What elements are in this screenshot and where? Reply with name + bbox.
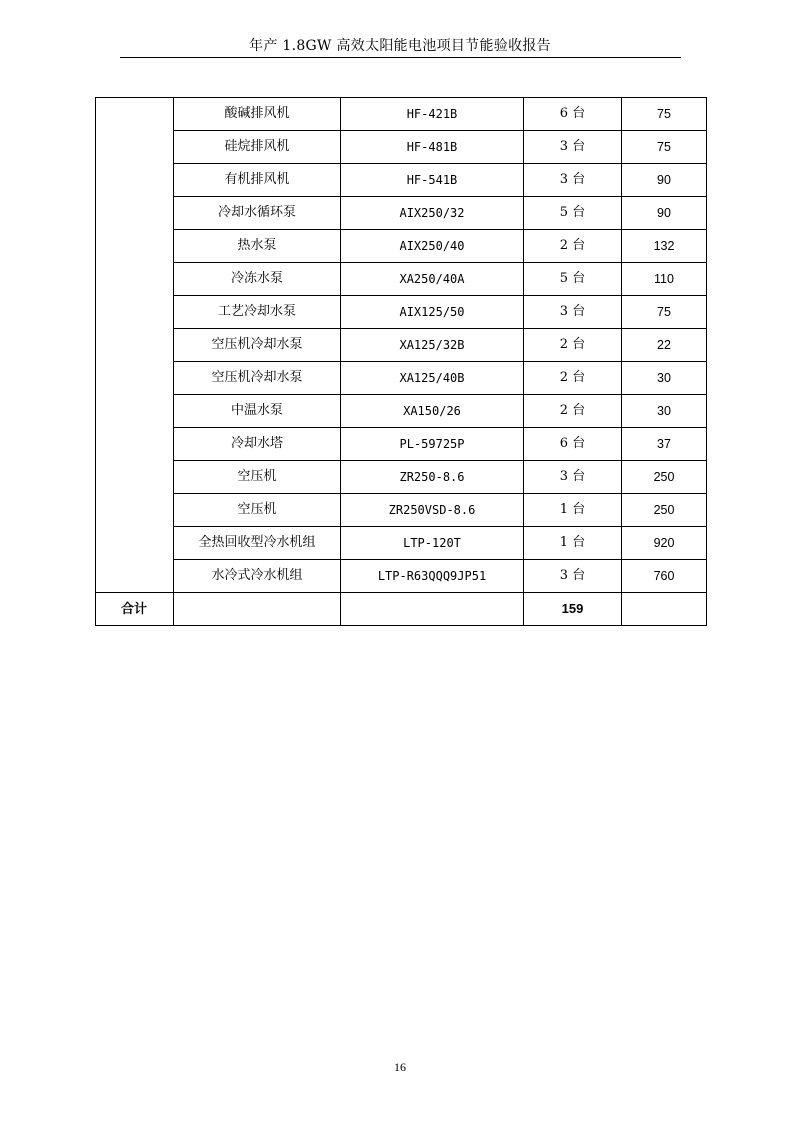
table-row	[96, 263, 707, 296]
table-row	[96, 461, 707, 494]
equipment-name-cell: 全热回收型冷水机组	[174, 527, 341, 560]
table-row	[96, 197, 707, 230]
equipment-name-cell: 空压机	[174, 461, 341, 494]
equipment-quantity-cell: 1 台	[524, 494, 622, 527]
equipment-model-cell: PL-59725P	[341, 428, 524, 461]
table-row	[96, 296, 707, 329]
table-row	[96, 230, 707, 263]
equipment-quantity-cell: 1 台	[524, 527, 622, 560]
equipment-power-cell: 250	[622, 494, 707, 527]
table-row	[96, 362, 707, 395]
equipment-model-cell: AIX250/40	[341, 230, 524, 263]
table-row	[96, 131, 707, 164]
equipment-quantity-cell: 2 台	[524, 329, 622, 362]
equipment-quantity-cell: 2 台	[524, 395, 622, 428]
table-row	[96, 395, 707, 428]
total-empty-cell	[341, 593, 524, 626]
equipment-name-cell: 硅烷排风机	[174, 131, 341, 164]
table-row	[96, 560, 707, 593]
equipment-quantity-cell: 3 台	[524, 164, 622, 197]
equipment-model-cell: XA150/26	[341, 395, 524, 428]
equipment-power-cell: 90	[622, 164, 707, 197]
equipment-power-cell: 760	[622, 560, 707, 593]
page-header-title: 年产 1.8GW 高效太阳能电池项目节能验收报告	[249, 38, 551, 54]
equipment-name-cell: 水冷式冷水机组	[174, 560, 341, 593]
equipment-quantity-cell: 5 台	[524, 263, 622, 296]
table-row	[96, 428, 707, 461]
equipment-power-cell: 75	[622, 131, 707, 164]
equipment-power-cell: 22	[622, 329, 707, 362]
equipment-model-cell: ZR250VSD-8.6	[341, 494, 524, 527]
equipment-model-cell: LTP-R63QQQ9JP51	[341, 560, 524, 593]
equipment-table	[95, 97, 707, 626]
equipment-model-cell: XA125/32B	[341, 329, 524, 362]
total-empty-cell	[174, 593, 341, 626]
equipment-power-cell: 75	[622, 98, 707, 131]
equipment-quantity-cell: 3 台	[524, 560, 622, 593]
equipment-power-cell: 30	[622, 362, 707, 395]
equipment-table-body	[96, 98, 707, 626]
equipment-quantity-cell: 6 台	[524, 428, 622, 461]
equipment-name-cell: 有机排风机	[174, 164, 341, 197]
total-label-cell: 合计	[96, 593, 174, 626]
table-row	[96, 527, 707, 560]
table-row	[96, 329, 707, 362]
equipment-name-cell: 中温水泵	[174, 395, 341, 428]
equipment-power-cell: 110	[622, 263, 707, 296]
equipment-name-cell: 冷却水塔	[174, 428, 341, 461]
equipment-model-cell: XA125/40B	[341, 362, 524, 395]
table-row	[96, 494, 707, 527]
equipment-power-cell: 920	[622, 527, 707, 560]
equipment-name-cell: 空压机	[174, 494, 341, 527]
equipment-model-cell: ZR250-8.6	[341, 461, 524, 494]
category-cell	[96, 98, 174, 593]
table-row	[96, 98, 707, 131]
equipment-power-cell: 90	[622, 197, 707, 230]
equipment-quantity-cell: 3 台	[524, 296, 622, 329]
equipment-name-cell: 空压机冷却水泵	[174, 329, 341, 362]
equipment-name-cell: 空压机冷却水泵	[174, 362, 341, 395]
equipment-power-cell: 37	[622, 428, 707, 461]
equipment-name-cell: 热水泵	[174, 230, 341, 263]
equipment-model-cell: AIX125/50	[341, 296, 524, 329]
table-row	[96, 164, 707, 197]
equipment-quantity-cell: 5 台	[524, 197, 622, 230]
equipment-quantity-cell: 3 台	[524, 461, 622, 494]
header-divider	[120, 57, 681, 58]
equipment-name-cell: 工艺冷却水泵	[174, 296, 341, 329]
equipment-model-cell: XA250/40A	[341, 263, 524, 296]
equipment-model-cell: LTP-120T	[341, 527, 524, 560]
page-number: 16	[394, 1060, 406, 1074]
equipment-quantity-cell: 6 台	[524, 98, 622, 131]
equipment-name-cell: 冷却水循环泵	[174, 197, 341, 230]
equipment-quantity-cell: 2 台	[524, 362, 622, 395]
equipment-model-cell: AIX250/32	[341, 197, 524, 230]
equipment-quantity-cell: 2 台	[524, 230, 622, 263]
equipment-model-cell: HF-541B	[341, 164, 524, 197]
table-total-row	[96, 593, 707, 626]
equipment-power-cell: 30	[622, 395, 707, 428]
equipment-model-cell: HF-481B	[341, 131, 524, 164]
total-empty-cell	[622, 593, 707, 626]
equipment-name-cell: 酸碱排风机	[174, 98, 341, 131]
equipment-model-cell: HF-421B	[341, 98, 524, 131]
equipment-name-cell: 冷冻水泵	[174, 263, 341, 296]
equipment-power-cell: 132	[622, 230, 707, 263]
equipment-power-cell: 75	[622, 296, 707, 329]
total-quantity-cell: 159	[524, 593, 622, 626]
equipment-power-cell: 250	[622, 461, 707, 494]
equipment-quantity-cell: 3 台	[524, 131, 622, 164]
